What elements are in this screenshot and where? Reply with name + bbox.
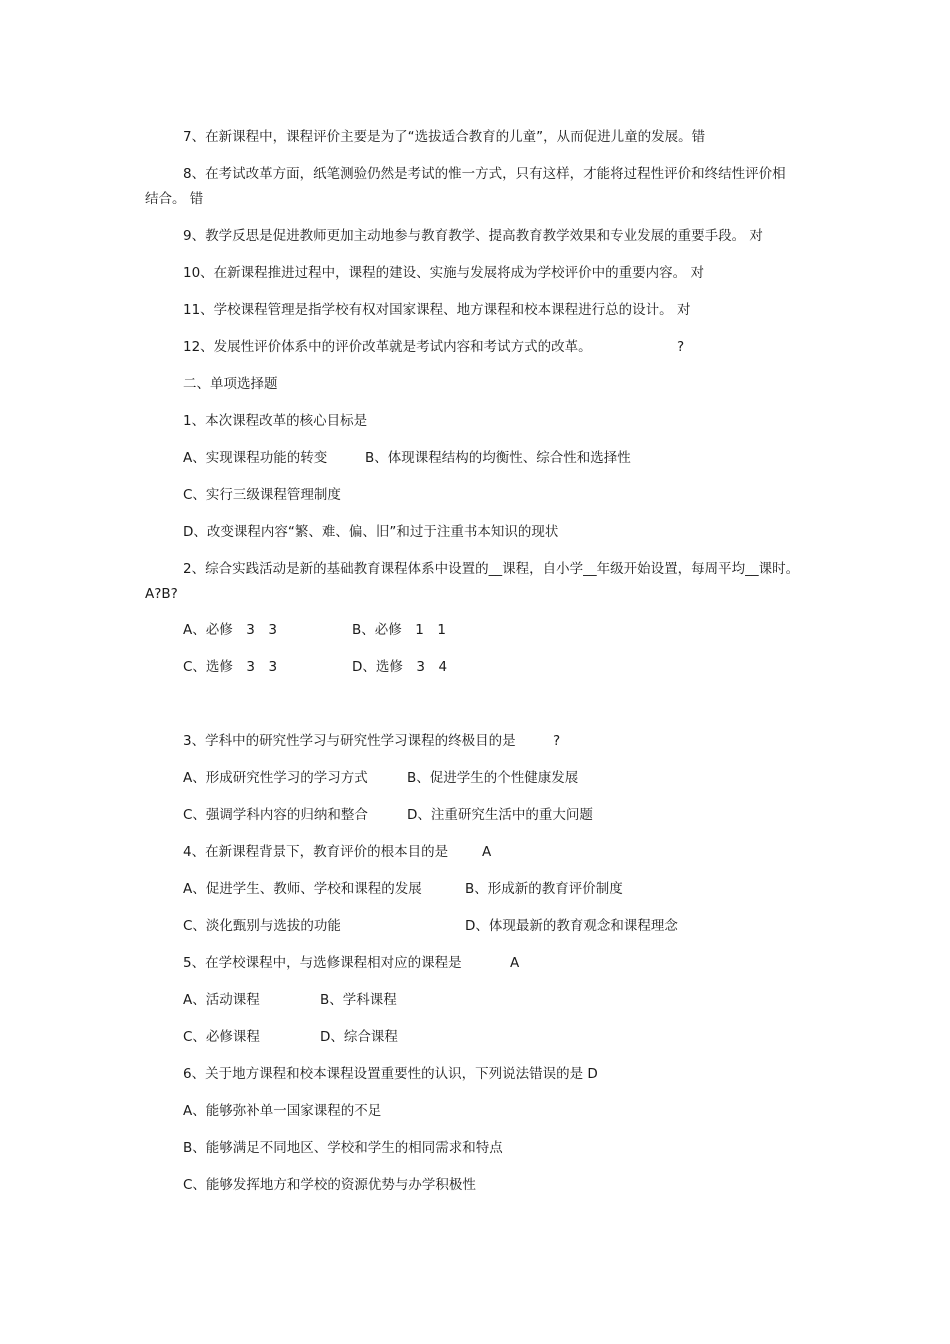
- q3-answer: ?: [553, 733, 561, 749]
- q2-option-d: D、选修 3 4: [352, 659, 448, 675]
- q1-stem: 1、本次课程改革的核心目标是: [183, 413, 368, 429]
- q2-option-c: C、选修 3 3: [183, 659, 278, 675]
- q6-option-b: B、能够满足不同地区、学校和学生的相同需求和特点: [183, 1140, 503, 1156]
- q2-stem-cont: A?B?: [145, 586, 178, 602]
- q3-option-b: B、促进学生的个性健康发展: [407, 770, 579, 786]
- q2-option-a: A、必修 3 3: [183, 622, 277, 638]
- q5-option-c: C、必修课程: [183, 1029, 260, 1045]
- q1-option-a: A、实现课程功能的转变: [183, 450, 328, 466]
- tf-item-8: 8、在考试改革方面，纸笔测验仍然是考试的惟一方式，只有这样，才能将过程性评价和终结性评价相: [183, 166, 786, 182]
- q4-answer: A: [482, 844, 492, 860]
- q3-option-d: D、注重研究生活中的重大问题: [407, 807, 593, 823]
- tf-item-9: 9、教学反思是促进教师更加主动地参与教育教学、提高教育教学效果和专业发展的重要手段。 对: [183, 228, 763, 244]
- q6-option-a: A、能够弥补单一国家课程的不足: [183, 1103, 382, 1119]
- q5-option-b: B、学科课程: [320, 992, 397, 1008]
- q3-option-c: C、强调学科内容的归纳和整合: [183, 807, 368, 823]
- tf-item-12-answer: ?: [677, 339, 685, 355]
- q6-option-c: C、能够发挥地方和学校的资源优势与办学积极性: [183, 1177, 476, 1193]
- tf-item-8-cont: 结合。 错: [145, 191, 204, 207]
- q4-option-d: D、体现最新的教育观念和课程理念: [465, 918, 678, 934]
- q2-option-b: B、必修 1 1: [352, 622, 446, 638]
- q5-option-a: A、活动课程: [183, 992, 260, 1008]
- q3-option-a: A、形成研究性学习的学习方式: [183, 770, 368, 786]
- q1-option-c: C、实行三级课程管理制度: [183, 487, 341, 503]
- q1-option-b: B、体现课程结构的均衡性、综合性和选择性: [365, 450, 631, 466]
- tf-item-11: 11、学校课程管理是指学校有权对国家课程、地方课程和校本课程进行总的设计。 对: [183, 302, 691, 318]
- q5-stem: 5、在学校课程中，与选修课程相对应的课程是: [183, 955, 462, 971]
- section-title: 二、单项选择题: [183, 376, 278, 392]
- q3-stem: 3、学科中的研究性学习与研究性学习课程的终极目的是: [183, 733, 516, 749]
- q6-stem: 6、关于地方课程和校本课程设置重要性的认识，下列说法错误的是 D: [183, 1066, 598, 1082]
- q5-answer: A: [510, 955, 520, 971]
- q4-option-a: A、促进学生、教师、学校和课程的发展: [183, 881, 422, 897]
- q4-stem: 4、在新课程背景下，教育评价的根本目的是: [183, 844, 449, 860]
- q4-option-c: C、淡化甄别与选拔的功能: [183, 918, 341, 934]
- tf-item-12: 12、发展性评价体系中的评价改革就是考试内容和考试方式的改革。: [183, 339, 592, 355]
- q2-stem: 2、综合实践活动是新的基础教育课程体系中设置的__课程，自小学__年级开始设置，每周平均__课时。: [183, 561, 800, 577]
- q4-option-b: B、形成新的教育评价制度: [465, 881, 623, 897]
- tf-item-10: 10、在新课程推进过程中，课程的建设、实施与发展将成为学校评价中的重要内容。 对: [183, 265, 704, 281]
- q5-option-d: D、综合课程: [320, 1029, 398, 1045]
- tf-item-7: 7、在新课程中，课程评价主要是为了“选拔适合教育的儿童”，从而促进儿童的发展。错: [183, 129, 706, 145]
- q1-option-d: D、改变课程内容“繁、难、偏、旧”和过于注重书本知识的现状: [183, 524, 559, 540]
